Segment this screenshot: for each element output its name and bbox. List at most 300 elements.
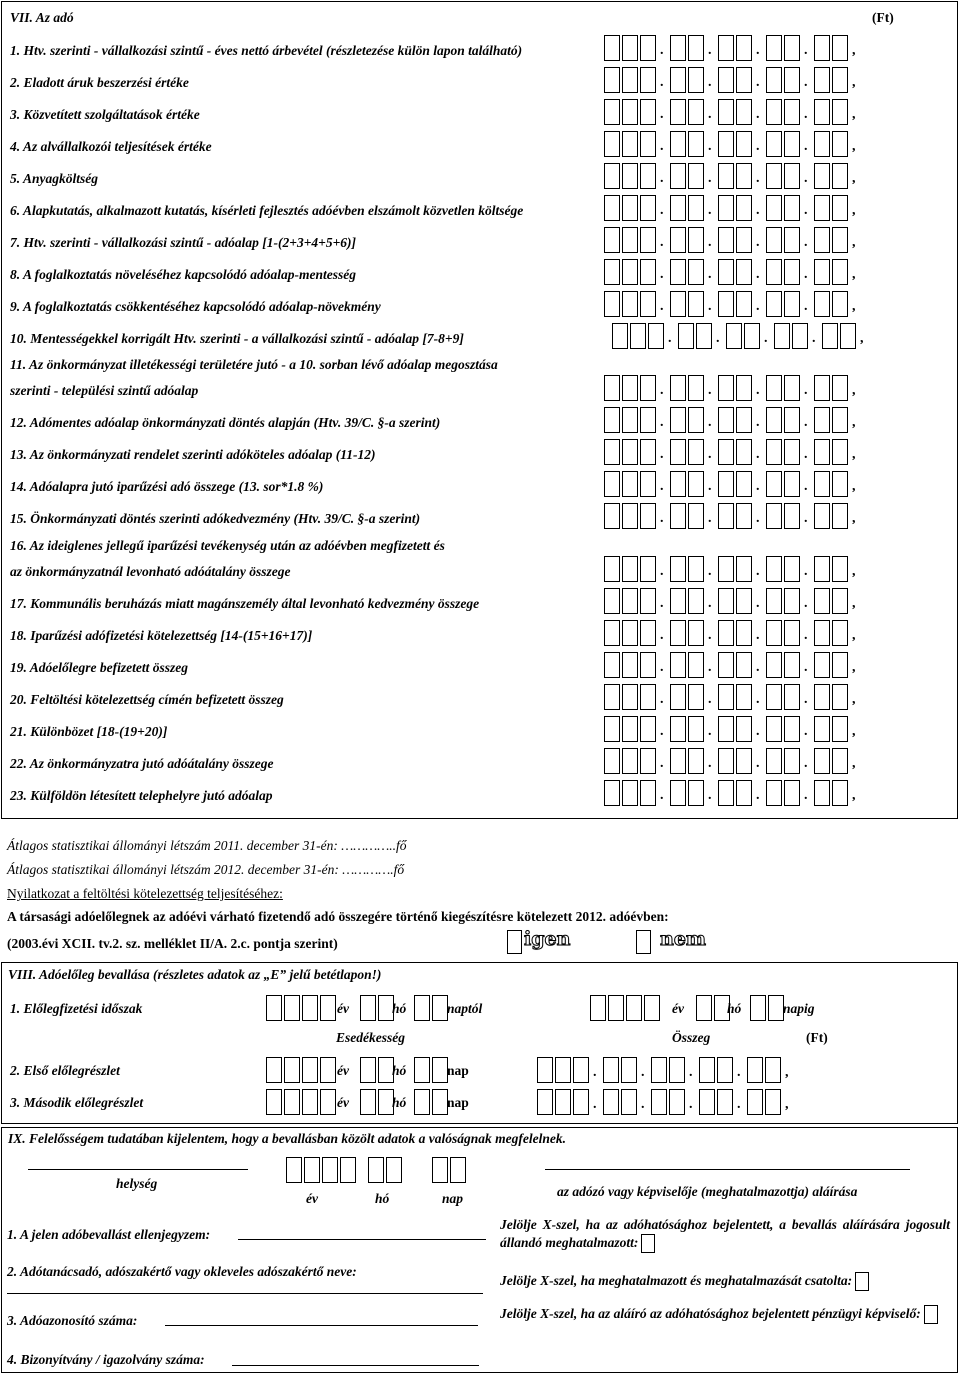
row-10-amount-digit-10[interactable]: [840, 323, 856, 349]
row-19-amount-digit-0[interactable]: [604, 652, 620, 678]
row-10-amount-digit-4[interactable]: [696, 323, 712, 349]
period-from-year-cell[interactable]: [302, 995, 318, 1021]
row-8-amount-digit-8[interactable]: [784, 259, 800, 285]
row-8-amount-digit-10[interactable]: [832, 259, 848, 285]
row-17-amount-digit-7[interactable]: [766, 588, 782, 614]
row-9-amount-digit-10[interactable]: [832, 291, 848, 317]
row-20-amount-digit-3[interactable]: [670, 684, 686, 710]
row-3-amount-digit-10[interactable]: [832, 99, 848, 125]
row-6-amount-digit-3[interactable]: [670, 195, 686, 221]
row-3-amount-digit-4[interactable]: [688, 99, 704, 125]
row-10-amount-digit-1[interactable]: [630, 323, 646, 349]
signature-year-cell[interactable]: [286, 1157, 302, 1183]
row-16-amount-digit-2[interactable]: [640, 556, 656, 582]
row-10-amount-digit-8[interactable]: [792, 323, 808, 349]
row-2-amount-digit-8[interactable]: [784, 67, 800, 93]
row-13-amount-digit-8[interactable]: [784, 439, 800, 465]
row-14-amount-digit-9[interactable]: [814, 471, 830, 497]
row-14-amount-digit-2[interactable]: [640, 471, 656, 497]
row-2-amount-digit-5[interactable]: [718, 67, 734, 93]
signature-month-cell[interactable]: [386, 1157, 402, 1183]
row-6-amount-digit-5[interactable]: [718, 195, 734, 221]
row-23-amount-digit-5[interactable]: [718, 780, 734, 806]
row-9-amount-digit-0[interactable]: [604, 291, 620, 317]
row-11-amount-digit-0[interactable]: [604, 375, 620, 401]
installment-2-amount-digit-4[interactable]: [621, 1089, 637, 1115]
row-19-amount-digit-4[interactable]: [688, 652, 704, 678]
row-1-amount-digit-4[interactable]: [688, 35, 704, 61]
row-23-amount-digit-8[interactable]: [784, 780, 800, 806]
installment-1-amount-digit-7[interactable]: [699, 1057, 715, 1083]
installment-2-amount-digit-6[interactable]: [669, 1089, 685, 1115]
row-1-amount-digit-5[interactable]: [718, 35, 734, 61]
row-15-amount-digit-8[interactable]: [784, 503, 800, 529]
row-23-amount-digit-9[interactable]: [814, 780, 830, 806]
row-19-amount-digit-1[interactable]: [622, 652, 638, 678]
row-2-amount-digit-1[interactable]: [622, 67, 638, 93]
row-12-amount-digit-9[interactable]: [814, 407, 830, 433]
row-15-amount-digit-4[interactable]: [688, 503, 704, 529]
row-15-amount-digit-0[interactable]: [604, 503, 620, 529]
row-18-amount-digit-7[interactable]: [766, 620, 782, 646]
row-7-amount-digit-5[interactable]: [718, 227, 734, 253]
row-4-amount-digit-0[interactable]: [604, 131, 620, 157]
row-21-amount-digit-7[interactable]: [766, 716, 782, 742]
row-10-amount-digit-2[interactable]: [648, 323, 664, 349]
financial-rep-checkbox[interactable]: [924, 1305, 938, 1324]
row-13-amount-digit-5[interactable]: [718, 439, 734, 465]
row-4-amount-digit-8[interactable]: [784, 131, 800, 157]
row-20-amount-digit-7[interactable]: [766, 684, 782, 710]
row-14-amount-digit-4[interactable]: [688, 471, 704, 497]
period-from-month-cell[interactable]: [360, 995, 376, 1021]
row-19-amount-digit-6[interactable]: [736, 652, 752, 678]
row-6-amount-digit-10[interactable]: [832, 195, 848, 221]
yes-checkbox[interactable]: [507, 930, 522, 954]
row-18-amount-digit-2[interactable]: [640, 620, 656, 646]
row-7-amount-digit-4[interactable]: [688, 227, 704, 253]
installment-2-amount-digit-5[interactable]: [651, 1089, 667, 1115]
row-8-amount-digit-0[interactable]: [604, 259, 620, 285]
row-6-amount-digit-6[interactable]: [736, 195, 752, 221]
row-12-amount-digit-1[interactable]: [622, 407, 638, 433]
row-5-amount-digit-3[interactable]: [670, 163, 686, 189]
row-2-amount-digit-6[interactable]: [736, 67, 752, 93]
row-19-amount-digit-3[interactable]: [670, 652, 686, 678]
row-12-amount-digit-2[interactable]: [640, 407, 656, 433]
installment-1-day-cell[interactable]: [432, 1057, 448, 1083]
row-17-amount-digit-9[interactable]: [814, 588, 830, 614]
row-8-amount-digit-3[interactable]: [670, 259, 686, 285]
row-14-amount-digit-10[interactable]: [832, 471, 848, 497]
row-19-amount-digit-2[interactable]: [640, 652, 656, 678]
row-1-amount-digit-7[interactable]: [766, 35, 782, 61]
row-2-amount-digit-0[interactable]: [604, 67, 620, 93]
row-15-amount-digit-10[interactable]: [832, 503, 848, 529]
period-to-year-cell[interactable]: [590, 995, 606, 1021]
row-16-amount-digit-5[interactable]: [718, 556, 734, 582]
row-4-amount-digit-1[interactable]: [622, 131, 638, 157]
row-19-amount-digit-5[interactable]: [718, 652, 734, 678]
row-13-amount-digit-6[interactable]: [736, 439, 752, 465]
installment-1-year-cell[interactable]: [284, 1057, 300, 1083]
row-5-amount-digit-10[interactable]: [832, 163, 848, 189]
row-11-amount-digit-3[interactable]: [670, 375, 686, 401]
row-5-amount-digit-8[interactable]: [784, 163, 800, 189]
row-3-amount-digit-5[interactable]: [718, 99, 734, 125]
row-2-amount-digit-4[interactable]: [688, 67, 704, 93]
installment-2-day-cell[interactable]: [432, 1089, 448, 1115]
row-3-amount-digit-3[interactable]: [670, 99, 686, 125]
row-4-amount-digit-9[interactable]: [814, 131, 830, 157]
row-22-amount-digit-5[interactable]: [718, 748, 734, 774]
installment-1-amount-digit-8[interactable]: [717, 1057, 733, 1083]
row-12-amount-digit-10[interactable]: [832, 407, 848, 433]
row-10-amount-digit-7[interactable]: [774, 323, 790, 349]
row-4-amount-digit-10[interactable]: [832, 131, 848, 157]
countersign-line[interactable]: [238, 1239, 486, 1240]
row-8-amount-digit-5[interactable]: [718, 259, 734, 285]
installment-1-year-cell[interactable]: [302, 1057, 318, 1083]
row-23-amount-digit-4[interactable]: [688, 780, 704, 806]
row-23-amount-digit-0[interactable]: [604, 780, 620, 806]
row-3-amount-digit-0[interactable]: [604, 99, 620, 125]
row-8-amount-digit-6[interactable]: [736, 259, 752, 285]
row-12-amount-digit-8[interactable]: [784, 407, 800, 433]
row-10-amount-digit-6[interactable]: [744, 323, 760, 349]
row-20-amount-digit-4[interactable]: [688, 684, 704, 710]
row-18-amount-digit-6[interactable]: [736, 620, 752, 646]
row-3-amount-digit-7[interactable]: [766, 99, 782, 125]
row-12-amount-digit-0[interactable]: [604, 407, 620, 433]
installment-2-amount-digit-10[interactable]: [765, 1089, 781, 1115]
row-1-amount-digit-0[interactable]: [604, 35, 620, 61]
row-18-amount-digit-3[interactable]: [670, 620, 686, 646]
row-16-amount-digit-4[interactable]: [688, 556, 704, 582]
row-17-amount-digit-5[interactable]: [718, 588, 734, 614]
row-18-amount-digit-10[interactable]: [832, 620, 848, 646]
row-18-amount-digit-0[interactable]: [604, 620, 620, 646]
installment-2-day-cell[interactable]: [414, 1089, 430, 1115]
installment-1-amount-digit-6[interactable]: [669, 1057, 685, 1083]
signature-day-cell[interactable]: [450, 1157, 466, 1183]
row-17-amount-digit-10[interactable]: [832, 588, 848, 614]
row-14-amount-digit-1[interactable]: [622, 471, 638, 497]
row-20-amount-digit-0[interactable]: [604, 684, 620, 710]
row-18-amount-digit-1[interactable]: [622, 620, 638, 646]
row-2-amount-digit-9[interactable]: [814, 67, 830, 93]
row-7-amount-digit-7[interactable]: [766, 227, 782, 253]
row-1-amount-digit-3[interactable]: [670, 35, 686, 61]
row-5-amount-digit-9[interactable]: [814, 163, 830, 189]
row-13-amount-digit-7[interactable]: [766, 439, 782, 465]
row-8-amount-digit-7[interactable]: [766, 259, 782, 285]
row-11-amount-digit-1[interactable]: [622, 375, 638, 401]
row-20-amount-digit-8[interactable]: [784, 684, 800, 710]
row-11-amount-digit-6[interactable]: [736, 375, 752, 401]
row-21-amount-digit-9[interactable]: [814, 716, 830, 742]
row-8-amount-digit-1[interactable]: [622, 259, 638, 285]
row-8-amount-digit-4[interactable]: [688, 259, 704, 285]
row-6-amount-digit-2[interactable]: [640, 195, 656, 221]
row-9-amount-digit-3[interactable]: [670, 291, 686, 317]
row-17-amount-digit-4[interactable]: [688, 588, 704, 614]
installment-2-amount-digit-1[interactable]: [555, 1089, 571, 1115]
row-2-amount-digit-3[interactable]: [670, 67, 686, 93]
installment-2-amount-digit-7[interactable]: [699, 1089, 715, 1115]
advisor-name-line[interactable]: [7, 1293, 483, 1294]
row-18-amount-digit-9[interactable]: [814, 620, 830, 646]
row-9-amount-digit-1[interactable]: [622, 291, 638, 317]
row-9-amount-digit-8[interactable]: [784, 291, 800, 317]
row-15-amount-digit-7[interactable]: [766, 503, 782, 529]
permanent-agent-checkbox[interactable]: [641, 1234, 655, 1253]
tax-id-line[interactable]: [165, 1325, 478, 1326]
row-21-amount-digit-10[interactable]: [832, 716, 848, 742]
row-20-amount-digit-1[interactable]: [622, 684, 638, 710]
row-16-amount-digit-3[interactable]: [670, 556, 686, 582]
row-5-amount-digit-5[interactable]: [718, 163, 734, 189]
row-13-amount-digit-9[interactable]: [814, 439, 830, 465]
row-14-amount-digit-8[interactable]: [784, 471, 800, 497]
row-21-amount-digit-5[interactable]: [718, 716, 734, 742]
row-1-amount-digit-9[interactable]: [814, 35, 830, 61]
row-23-amount-digit-7[interactable]: [766, 780, 782, 806]
period-from-day-cell[interactable]: [414, 995, 430, 1021]
row-6-amount-digit-8[interactable]: [784, 195, 800, 221]
period-to-day-cell[interactable]: [768, 995, 784, 1021]
row-7-amount-digit-1[interactable]: [622, 227, 638, 253]
row-22-amount-digit-8[interactable]: [784, 748, 800, 774]
row-22-amount-digit-0[interactable]: [604, 748, 620, 774]
row-20-amount-digit-9[interactable]: [814, 684, 830, 710]
row-17-amount-digit-3[interactable]: [670, 588, 686, 614]
row-10-amount-digit-5[interactable]: [726, 323, 742, 349]
installment-1-amount-digit-2[interactable]: [573, 1057, 589, 1083]
row-16-amount-digit-0[interactable]: [604, 556, 620, 582]
row-3-amount-digit-8[interactable]: [784, 99, 800, 125]
row-4-amount-digit-6[interactable]: [736, 131, 752, 157]
row-13-amount-digit-1[interactable]: [622, 439, 638, 465]
installment-2-amount-digit-2[interactable]: [573, 1089, 589, 1115]
row-17-amount-digit-6[interactable]: [736, 588, 752, 614]
row-14-amount-digit-7[interactable]: [766, 471, 782, 497]
row-10-amount-digit-9[interactable]: [822, 323, 838, 349]
installment-2-year-cell[interactable]: [284, 1089, 300, 1115]
row-23-amount-digit-3[interactable]: [670, 780, 686, 806]
row-9-amount-digit-7[interactable]: [766, 291, 782, 317]
row-11-amount-digit-4[interactable]: [688, 375, 704, 401]
period-to-year-cell[interactable]: [644, 995, 660, 1021]
row-23-amount-digit-1[interactable]: [622, 780, 638, 806]
row-4-amount-digit-3[interactable]: [670, 131, 686, 157]
row-17-amount-digit-1[interactable]: [622, 588, 638, 614]
row-2-amount-digit-10[interactable]: [832, 67, 848, 93]
attached-proxy-checkbox[interactable]: [855, 1272, 869, 1291]
row-22-amount-digit-2[interactable]: [640, 748, 656, 774]
signature-month-cell[interactable]: [368, 1157, 384, 1183]
row-3-amount-digit-2[interactable]: [640, 99, 656, 125]
row-19-amount-digit-7[interactable]: [766, 652, 782, 678]
row-20-amount-digit-6[interactable]: [736, 684, 752, 710]
row-6-amount-digit-1[interactable]: [622, 195, 638, 221]
row-20-amount-digit-10[interactable]: [832, 684, 848, 710]
installment-1-amount-digit-3[interactable]: [603, 1057, 619, 1083]
installment-2-amount-digit-3[interactable]: [603, 1089, 619, 1115]
row-3-amount-digit-1[interactable]: [622, 99, 638, 125]
no-checkbox[interactable]: [636, 930, 651, 954]
installment-1-month-cell[interactable]: [360, 1057, 376, 1083]
row-1-amount-digit-6[interactable]: [736, 35, 752, 61]
installment-2-amount-digit-9[interactable]: [747, 1089, 763, 1115]
row-16-amount-digit-10[interactable]: [832, 556, 848, 582]
row-1-amount-digit-10[interactable]: [832, 35, 848, 61]
row-6-amount-digit-9[interactable]: [814, 195, 830, 221]
row-22-amount-digit-3[interactable]: [670, 748, 686, 774]
row-1-amount-digit-1[interactable]: [622, 35, 638, 61]
certificate-line[interactable]: [232, 1365, 479, 1366]
row-19-amount-digit-10[interactable]: [832, 652, 848, 678]
installment-1-amount-digit-0[interactable]: [537, 1057, 553, 1083]
row-15-amount-digit-1[interactable]: [622, 503, 638, 529]
installment-1-amount-digit-4[interactable]: [621, 1057, 637, 1083]
row-5-amount-digit-1[interactable]: [622, 163, 638, 189]
row-15-amount-digit-2[interactable]: [640, 503, 656, 529]
row-11-amount-digit-2[interactable]: [640, 375, 656, 401]
row-16-amount-digit-8[interactable]: [784, 556, 800, 582]
installment-1-amount-digit-1[interactable]: [555, 1057, 571, 1083]
row-12-amount-digit-6[interactable]: [736, 407, 752, 433]
row-19-amount-digit-9[interactable]: [814, 652, 830, 678]
row-1-amount-digit-8[interactable]: [784, 35, 800, 61]
row-12-amount-digit-7[interactable]: [766, 407, 782, 433]
row-9-amount-digit-5[interactable]: [718, 291, 734, 317]
row-15-amount-digit-9[interactable]: [814, 503, 830, 529]
installment-1-year-cell[interactable]: [266, 1057, 282, 1083]
row-9-amount-digit-9[interactable]: [814, 291, 830, 317]
row-21-amount-digit-8[interactable]: [784, 716, 800, 742]
row-22-amount-digit-9[interactable]: [814, 748, 830, 774]
installment-1-day-cell[interactable]: [414, 1057, 430, 1083]
row-7-amount-digit-2[interactable]: [640, 227, 656, 253]
row-13-amount-digit-10[interactable]: [832, 439, 848, 465]
row-20-amount-digit-2[interactable]: [640, 684, 656, 710]
row-14-amount-digit-0[interactable]: [604, 471, 620, 497]
row-6-amount-digit-7[interactable]: [766, 195, 782, 221]
row-12-amount-digit-3[interactable]: [670, 407, 686, 433]
signature-year-cell[interactable]: [340, 1157, 356, 1183]
row-13-amount-digit-2[interactable]: [640, 439, 656, 465]
row-11-amount-digit-5[interactable]: [718, 375, 734, 401]
row-23-amount-digit-2[interactable]: [640, 780, 656, 806]
row-9-amount-digit-6[interactable]: [736, 291, 752, 317]
row-2-amount-digit-2[interactable]: [640, 67, 656, 93]
installment-1-amount-digit-5[interactable]: [651, 1057, 667, 1083]
row-2-amount-digit-7[interactable]: [766, 67, 782, 93]
row-23-amount-digit-10[interactable]: [832, 780, 848, 806]
installment-1-amount-digit-9[interactable]: [747, 1057, 763, 1083]
row-19-amount-digit-8[interactable]: [784, 652, 800, 678]
row-6-amount-digit-0[interactable]: [604, 195, 620, 221]
row-4-amount-digit-7[interactable]: [766, 131, 782, 157]
installment-1-amount-digit-10[interactable]: [765, 1057, 781, 1083]
row-11-amount-digit-7[interactable]: [766, 375, 782, 401]
row-11-amount-digit-10[interactable]: [832, 375, 848, 401]
signature-year-cell[interactable]: [304, 1157, 320, 1183]
row-5-amount-digit-0[interactable]: [604, 163, 620, 189]
row-16-amount-digit-9[interactable]: [814, 556, 830, 582]
row-20-amount-digit-5[interactable]: [718, 684, 734, 710]
row-5-amount-digit-4[interactable]: [688, 163, 704, 189]
period-from-year-cell[interactable]: [284, 995, 300, 1021]
installment-2-year-cell[interactable]: [320, 1089, 336, 1115]
period-to-year-cell[interactable]: [608, 995, 624, 1021]
row-6-amount-digit-4[interactable]: [688, 195, 704, 221]
period-from-year-cell[interactable]: [320, 995, 336, 1021]
row-9-amount-digit-4[interactable]: [688, 291, 704, 317]
period-to-year-cell[interactable]: [626, 995, 642, 1021]
row-9-amount-digit-2[interactable]: [640, 291, 656, 317]
installment-2-amount-digit-0[interactable]: [537, 1089, 553, 1115]
row-10-amount-digit-0[interactable]: [612, 323, 628, 349]
row-4-amount-digit-5[interactable]: [718, 131, 734, 157]
row-22-amount-digit-6[interactable]: [736, 748, 752, 774]
row-7-amount-digit-6[interactable]: [736, 227, 752, 253]
signature-day-cell[interactable]: [432, 1157, 448, 1183]
row-10-amount-digit-3[interactable]: [678, 323, 694, 349]
row-21-amount-digit-3[interactable]: [670, 716, 686, 742]
row-16-amount-digit-6[interactable]: [736, 556, 752, 582]
row-21-amount-digit-1[interactable]: [622, 716, 638, 742]
row-22-amount-digit-10[interactable]: [832, 748, 848, 774]
row-11-amount-digit-8[interactable]: [784, 375, 800, 401]
row-21-amount-digit-4[interactable]: [688, 716, 704, 742]
row-7-amount-digit-3[interactable]: [670, 227, 686, 253]
installment-2-amount-digit-8[interactable]: [717, 1089, 733, 1115]
row-15-amount-digit-3[interactable]: [670, 503, 686, 529]
period-from-year-cell[interactable]: [266, 995, 282, 1021]
row-8-amount-digit-2[interactable]: [640, 259, 656, 285]
row-17-amount-digit-2[interactable]: [640, 588, 656, 614]
row-21-amount-digit-6[interactable]: [736, 716, 752, 742]
row-7-amount-digit-10[interactable]: [832, 227, 848, 253]
row-15-amount-digit-5[interactable]: [718, 503, 734, 529]
row-23-amount-digit-6[interactable]: [736, 780, 752, 806]
row-14-amount-digit-5[interactable]: [718, 471, 734, 497]
signature-year-cell[interactable]: [322, 1157, 338, 1183]
row-3-amount-digit-6[interactable]: [736, 99, 752, 125]
row-14-amount-digit-3[interactable]: [670, 471, 686, 497]
row-1-amount-digit-2[interactable]: [640, 35, 656, 61]
row-17-amount-digit-0[interactable]: [604, 588, 620, 614]
installment-2-year-cell[interactable]: [302, 1089, 318, 1115]
row-13-amount-digit-4[interactable]: [688, 439, 704, 465]
row-13-amount-digit-3[interactable]: [670, 439, 686, 465]
row-11-amount-digit-9[interactable]: [814, 375, 830, 401]
row-5-amount-digit-2[interactable]: [640, 163, 656, 189]
row-4-amount-digit-2[interactable]: [640, 131, 656, 157]
row-13-amount-digit-0[interactable]: [604, 439, 620, 465]
row-16-amount-digit-7[interactable]: [766, 556, 782, 582]
row-7-amount-digit-9[interactable]: [814, 227, 830, 253]
period-to-month-cell[interactable]: [696, 995, 712, 1021]
row-18-amount-digit-5[interactable]: [718, 620, 734, 646]
installment-2-month-cell[interactable]: [360, 1089, 376, 1115]
row-22-amount-digit-7[interactable]: [766, 748, 782, 774]
row-12-amount-digit-4[interactable]: [688, 407, 704, 433]
row-17-amount-digit-8[interactable]: [784, 588, 800, 614]
row-7-amount-digit-8[interactable]: [784, 227, 800, 253]
